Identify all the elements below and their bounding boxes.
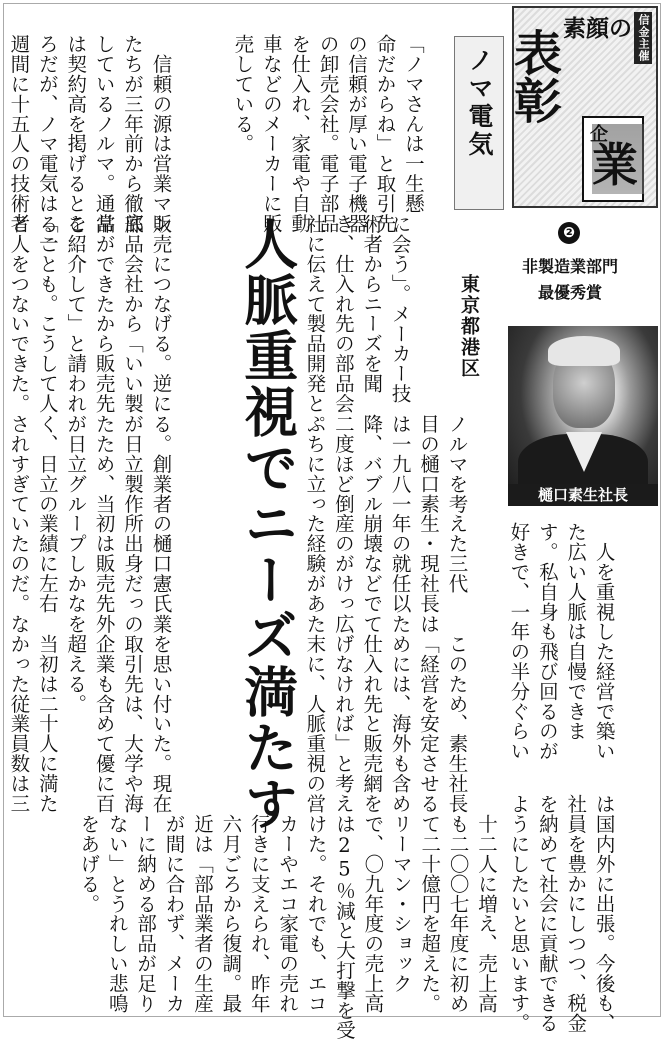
president-quote-column: は国内外に出張。今後も、 社員を豊かにしつつ、税金 を納めて社会に貢献できる ようにしたいと思います。: [507, 794, 616, 1033]
company-name: ノマ電気: [465, 47, 494, 159]
body-column: 業を思い付いた。現在 の取引先は、大学や海 外企業も含めて優に百 を超える。 当初は二十人に満た なかった従業員数は三: [7, 614, 173, 813]
series-logo: [512, 6, 658, 208]
series-title-badge: [582, 116, 644, 202]
body-column: 「ノマさんは一生懸 命だからね」と取引先 の信頼が厚い電子機器 の卸売会社。電子部品 を仕入れ、家電や自動 車などのメーカーに販 売している。: [231, 34, 425, 233]
series-title-sub1: 企: [590, 124, 608, 145]
body-column: る。創業者の樋口憲氏 が日立製作所出身だっ たため、当初は販売先 が日立グループしかな く、日立の業績に左右 されすぎていたのだ。: [7, 414, 173, 613]
headline: 人脈重視でニーズ満たす: [235, 216, 299, 832]
body-column: 信頼の源は営業マン たちが三年前から徹底 しているノルマ。通常 は契約高を掲げるとこ ろだが、ノマ電気は「一 週間に十五人の技術者: [7, 34, 173, 253]
sponsor-label: 信金主催: [634, 12, 652, 64]
body-column: に会う」。メーカー技 術者からニーズを聞 き、仕入れ先の部品会 社に伝えて製品開発と: [303, 214, 412, 413]
body-continuation: 十二人に増え、売上高 も二〇〇七年度に初め て二十億円を超えた。 リーマン・ショック で、〇九年度の売上高 は25％減と大打撃を受 けた。それでも、エコ カーやエコ家電の売れ 行きに支えられ、昨年 六月ごろから復調。最 近は「部品業者の生産 が間に合わず、メーカ ーに納める部品が足り ない」とうれしい悲鳴 をあげる。: [77, 814, 498, 1040]
series-title-top: 素顔の: [563, 16, 632, 42]
body-column: 販売につなげる。逆に 部品会社から「いい製 品ができたから販売先 を紹介して」と請われ ることも。こうして人 と人をつないできた。: [7, 214, 173, 413]
body-column: このため、素生社長 は「経営を安定させる ためには、海外も含め て仕入れ先と販売網を 広げなければ」と考え た末に、人脈重視の営: [303, 614, 469, 813]
body-column: ノルマを考えた三代 目の樋口素生・現社長 は一九八一年の就任以 降、バブル崩壊などで 二度ほど倒産のがけっ ぷちに立った経験があ: [303, 414, 469, 613]
company-name-box: [454, 36, 504, 210]
series-title-sub2: 業: [592, 138, 638, 192]
location-label: 東京都港区: [458, 274, 480, 379]
award-division: 非製造業部門: [521, 257, 618, 276]
award-prize: 最優秀賞: [537, 283, 602, 302]
president-portrait: [508, 326, 658, 500]
president-quote-column: 人を重視した経営で築い た広い人脈は自慢できま す。私自身も飛び回るのが 好きで、一年の半分ぐらい: [507, 522, 616, 761]
portrait-caption: 樋口素生社長: [508, 484, 658, 506]
series-title-main: 表彰: [514, 26, 563, 130]
part-number: ❷: [558, 222, 580, 244]
